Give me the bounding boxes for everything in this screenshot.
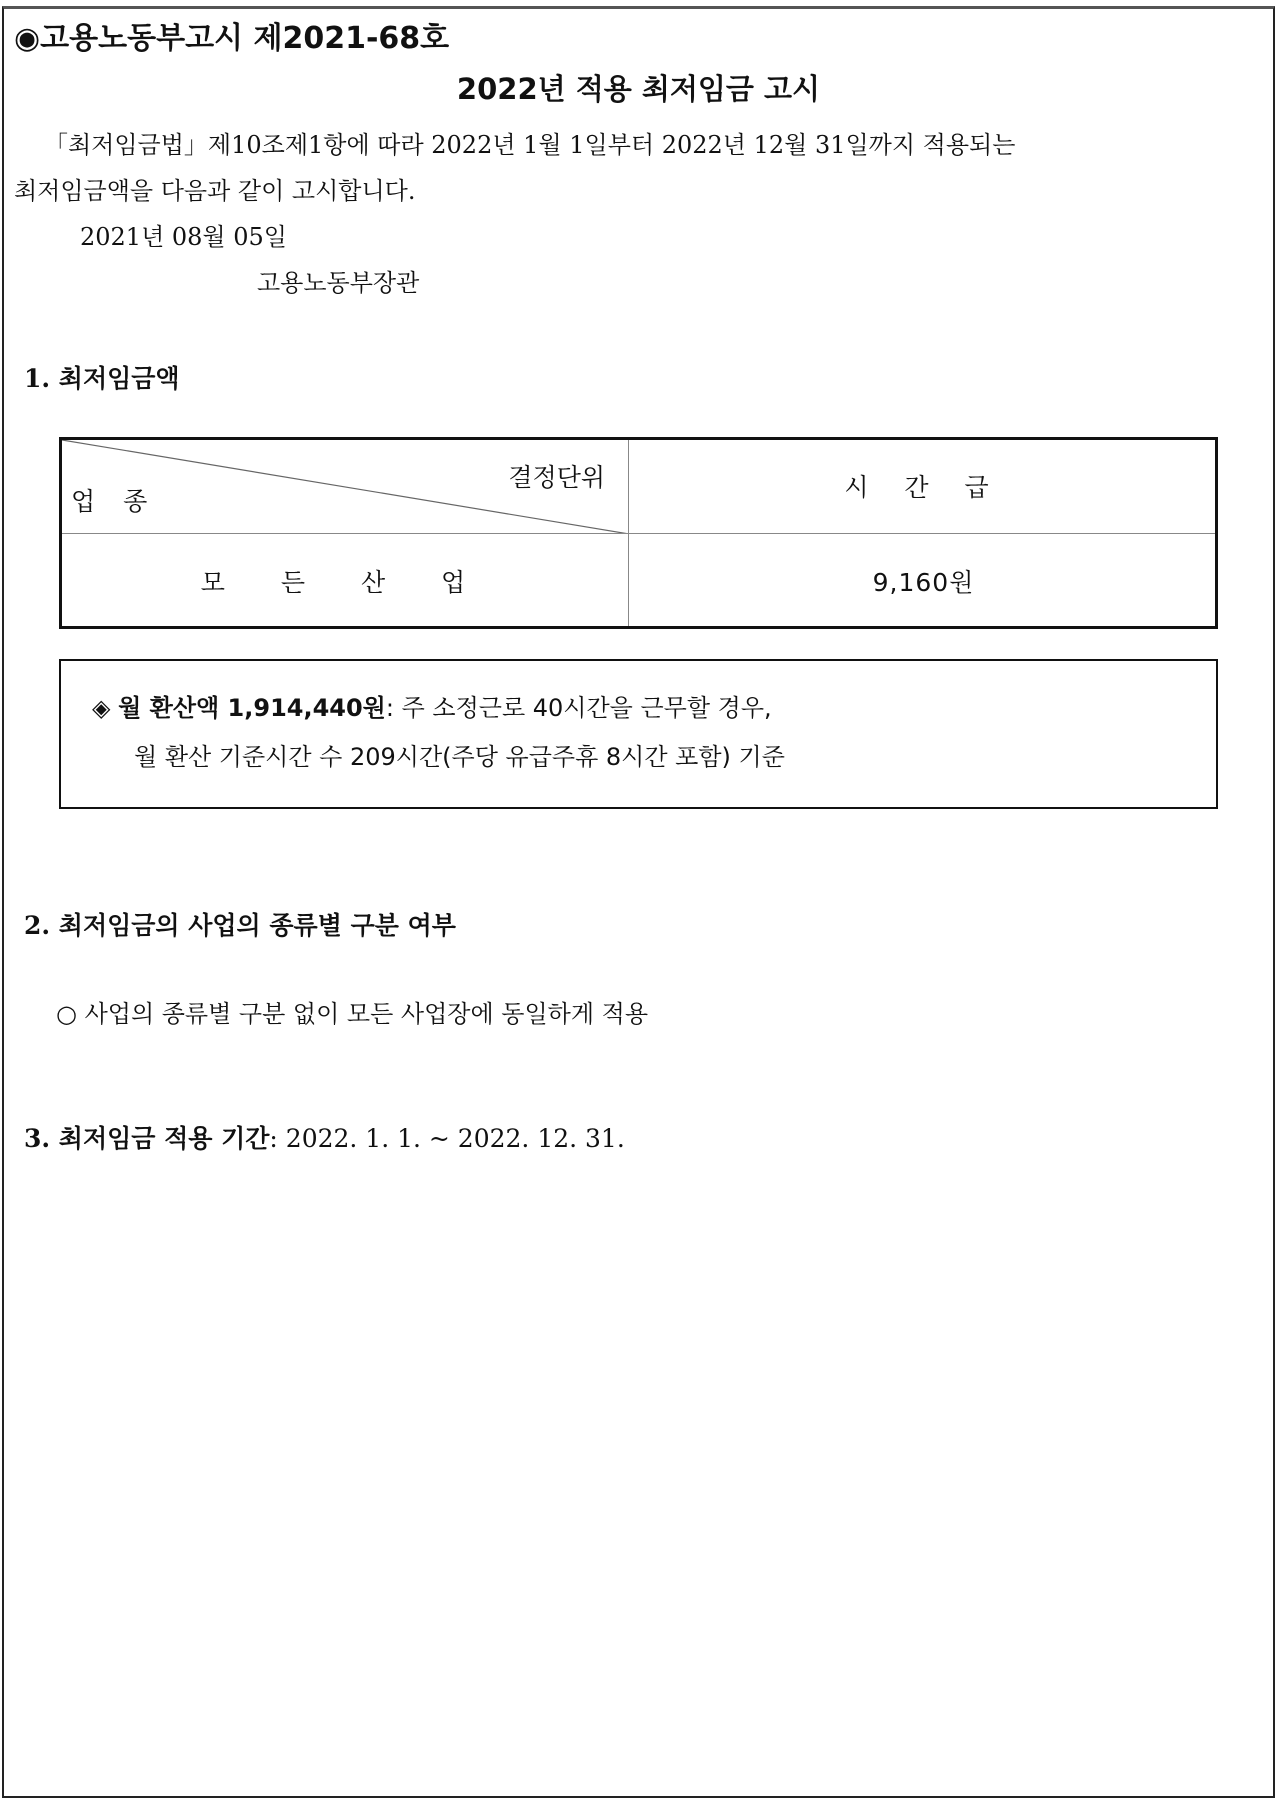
- section3-period: : 2022. 1. 1. ~ 2022. 12. 31.: [269, 1124, 625, 1153]
- industry-value: 모 든 산 업: [200, 568, 490, 597]
- monthly-line2: 월 환산 기준시간 수 209시간(주당 유급주휴 8시간 포함) 기준: [134, 743, 785, 771]
- monthly-amount-label: 월 환산액 1,914,440원: [118, 694, 386, 722]
- table-row-divider: [62, 533, 1215, 534]
- unit-header: 결정단위: [508, 463, 605, 492]
- industry-header: 업 종: [71, 487, 158, 516]
- notice-issuer: 고용노동부장관: [257, 269, 420, 297]
- section3-heading: 3. 최저임금 적용 기간: [24, 1124, 270, 1153]
- notice-date: 2021년 08월 05일: [80, 223, 287, 251]
- section3-line: [24, 1119, 625, 1155]
- monthly-line1: [92, 688, 772, 723]
- notice-document: [2, 6, 1275, 1798]
- section2-item: ○ 사업의 종류별 구분 없이 모든 사업장에 동일하게 적용: [56, 1000, 649, 1028]
- hourly-header: 시 간 급: [844, 473, 1003, 502]
- minimum-wage-table: [59, 437, 1218, 629]
- monthly-text1: : 주 소정근로 40시간을 근무할 경우,: [385, 694, 772, 722]
- notice-title: 2022년 적용 최저임금 고시: [456, 72, 821, 106]
- section2-heading: 2. 최저임금의 사업의 종류별 구분 여부: [24, 911, 456, 940]
- notice-number: ◉고용노동부고시 제2021-68호: [14, 21, 450, 56]
- notice-body-line2: 최저임금액을 다음과 같이 고시합니다.: [14, 177, 416, 205]
- section1-heading: 1. 최저임금액: [24, 364, 180, 393]
- hourly-wage-value: 9,160원: [872, 568, 975, 597]
- notice-body-line1: 「최저임금법」제10조제1항에 따라 2022년 1월 1일부터 2022년 12월 31일까지 적용되는: [44, 131, 1016, 159]
- diamond-bullet-icon: ◈: [92, 694, 111, 722]
- monthly-equivalent-box: [59, 659, 1218, 809]
